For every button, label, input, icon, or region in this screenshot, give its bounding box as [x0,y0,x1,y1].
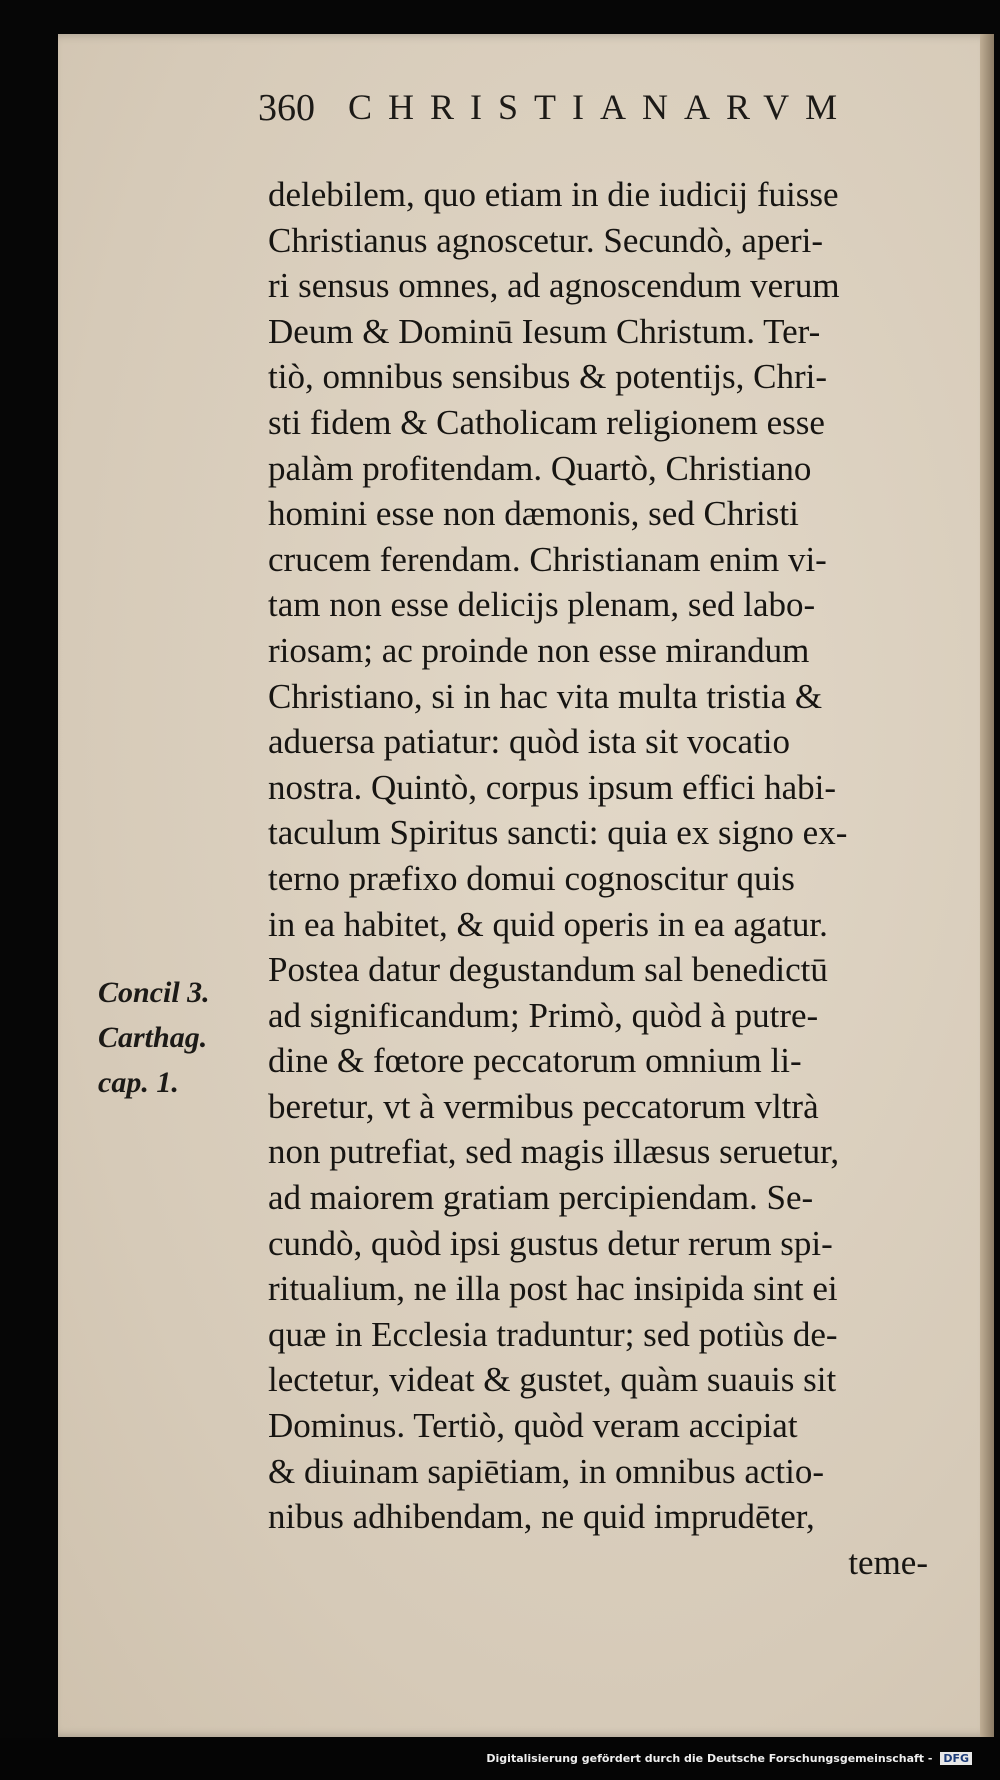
dfg-logo-icon: DFG [940,1752,972,1765]
marginal-note [98,970,288,1105]
text-line: Christianus agnoscetur. Secundò, aperi- [268,220,824,260]
text-line: Deum & Dominū Iesum Christum. Ter- [268,311,821,351]
text-line: in ea habitet, & quid operis in ea agatur. [268,904,828,944]
text-line: Postea datur degustandum sal benedictū [268,950,828,990]
footer-credit-text: Digitalisierung gefördert durch die Deutsche Forschungsgemeinschaft - [486,1752,933,1765]
footer-credit [486,1752,972,1765]
text-line: nibus adhibendam, ne quid imprudēter, [268,1497,815,1537]
text-line: sti fidem & Catholicam religionem esse [268,402,825,442]
text-line: cundò, quòd ipsi gustus detur rerum spi- [268,1223,833,1263]
text-line: & diuinam sapiētiam, in omnibus actio- [268,1451,825,1491]
marginal-note-line: cap. 1. [98,1066,179,1099]
text-line: lectetur, videat & gustet, quàm suauis sit [268,1360,837,1400]
text-line: ritualium, ne illa post hac insipida sint ei [268,1269,838,1309]
marginal-note-line: Carthag. [98,1021,208,1054]
text-line: non putrefiat, sed magis illæsus seruetur, [268,1132,840,1172]
text-line: ad maiorem gratiam percipiendam. Se- [268,1178,814,1218]
text-line: delebilem, quo etiam in die iudicij fuisse [268,175,839,214]
text-line: terno præfixo domui cognoscitur quis [268,858,795,898]
digitization-footer [0,1738,1000,1780]
text-line: taculum Spiritus sancti: quia ex signo ex- [268,813,848,853]
text-line: palàm profitendam. Quartò, Christiano [268,448,812,488]
text-line: beretur, vt à vermibus peccatorum vltrà [268,1086,819,1126]
text-line: tiò, omnibus sensibus & potentijs, Chri- [268,357,828,397]
text-line: crucem ferendam. Christianam enim vi- [268,539,827,579]
page-edge [980,34,994,1737]
text-line: homini esse non dæmonis, sed Christi [268,494,799,534]
marginal-note-line: Concil 3. [98,976,210,1009]
text-line: Dominus. Tertiò, quòd veram accipiat [268,1406,798,1446]
text-line: ad significandum; Primò, quòd à putre- [268,995,819,1035]
text-line: Christiano, si in hac vita multa tristia & [268,676,823,716]
text-line: aduersa patiatur: quòd ista sit vocatio [268,722,790,762]
catchword: teme- [848,1542,928,1582]
page-number: 360 [258,87,315,129]
text-line: nostra. Quintò, corpus ipsum effici habi- [268,767,836,807]
running-title: CHRISTIANARVM [348,87,854,127]
text-line: tam non esse delicijs plenam, sed labo- [268,585,816,625]
text-line: quæ in Ecclesia traduntur; sed potiùs de- [268,1314,838,1354]
page-header [258,78,928,148]
body-text [268,172,928,1585]
text-line: ri sensus omnes, ad agnoscendum verum [268,266,840,306]
text-line: dine & fœtore peccatorum omnium li- [268,1041,802,1081]
text-line: riosam; ac proinde non esse mirandum [268,630,810,670]
